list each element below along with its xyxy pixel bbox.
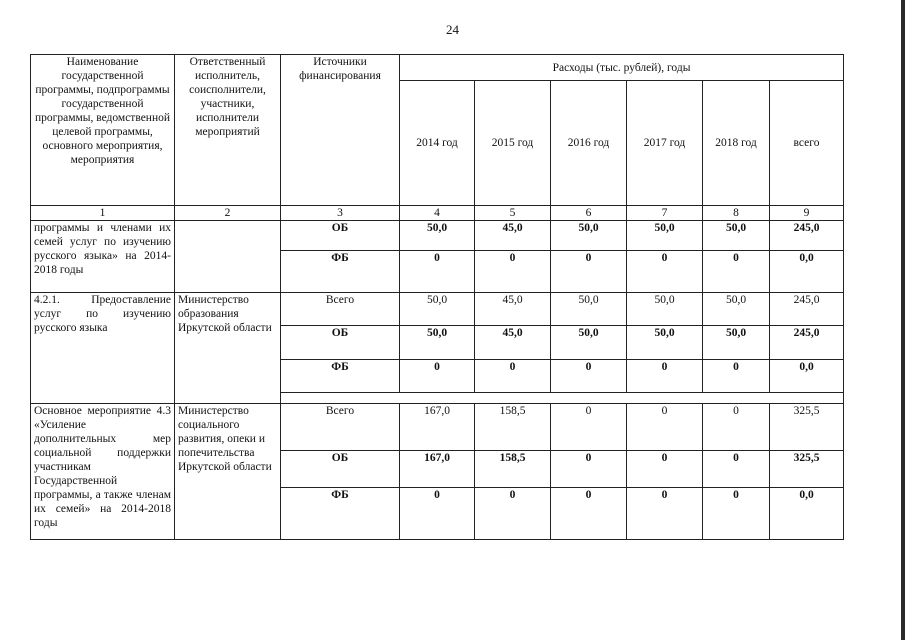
header-year-2015: 2015 год	[475, 81, 551, 206]
value-cell: 0	[627, 451, 703, 488]
value-cell: 50,0	[703, 293, 770, 326]
value-cell: 0	[551, 360, 627, 393]
value-cell: 0	[475, 251, 551, 293]
value-cell: 50,0	[627, 326, 703, 360]
value-cell: 45,0	[475, 221, 551, 251]
index-cell: 6	[551, 206, 627, 221]
value-cell: 0	[551, 488, 627, 540]
executor-cell: Министерство образования Иркутской области	[175, 293, 281, 404]
source-cell: Всего	[281, 293, 400, 326]
value-cell: 50,0	[627, 293, 703, 326]
source-cell: ОБ	[281, 326, 400, 360]
index-cell: 3	[281, 206, 400, 221]
value-cell: 50,0	[551, 326, 627, 360]
value-cell: 0	[627, 404, 703, 451]
value-cell: 50,0	[627, 221, 703, 251]
value-cell: 0	[400, 251, 475, 293]
value-cell: 45,0	[475, 326, 551, 360]
header-year-2014: 2014 год	[400, 81, 475, 206]
header-year-2018: 2018 год	[703, 81, 770, 206]
header-row-1	[31, 55, 844, 81]
executor-cell	[175, 221, 281, 293]
index-cell: 1	[31, 206, 175, 221]
header-executor-cell: Ответственный исполнитель, соисполнители, участники, исполнители мероприятий	[175, 55, 281, 206]
value-cell: 0	[627, 488, 703, 540]
source-cell: ФБ	[281, 488, 400, 540]
value-cell: 50,0	[400, 326, 475, 360]
source-cell: ФБ	[281, 251, 400, 293]
value-cell: 325,5	[770, 451, 844, 488]
column-index-row	[31, 206, 844, 221]
value-cell: 0,0	[770, 360, 844, 393]
value-cell: 0	[551, 251, 627, 293]
value-cell: 50,0	[400, 221, 475, 251]
value-cell: 45,0	[475, 293, 551, 326]
value-cell: 158,5	[475, 404, 551, 451]
value-cell: 0	[551, 404, 627, 451]
table-row	[31, 404, 844, 451]
value-cell: 0	[703, 488, 770, 540]
value-cell: 245,0	[770, 293, 844, 326]
value-cell: 50,0	[400, 293, 475, 326]
value-cell: 0	[551, 451, 627, 488]
program-name-cell: Основное мероприятие 4.3 «Усиление дополнительных мер социальной поддержки участникам Государственной программы, а также членам их семей» на 2014-2018 годы	[31, 404, 175, 540]
value-cell: 0	[475, 360, 551, 393]
scan-edge-shadow	[901, 0, 905, 640]
header-total: всего	[770, 81, 844, 206]
value-cell: 245,0	[770, 221, 844, 251]
value-cell: 0	[703, 451, 770, 488]
index-cell: 9	[770, 206, 844, 221]
empty-cell	[281, 393, 844, 404]
value-cell: 158,5	[475, 451, 551, 488]
source-cell: ОБ	[281, 221, 400, 251]
value-cell: 50,0	[703, 221, 770, 251]
value-cell: 0	[400, 488, 475, 540]
value-cell: 0	[627, 360, 703, 393]
value-cell: 0	[475, 488, 551, 540]
value-cell: 0	[400, 360, 475, 393]
value-cell: 0,0	[770, 251, 844, 293]
value-cell: 50,0	[551, 221, 627, 251]
index-cell: 8	[703, 206, 770, 221]
header-expenses-cell: Расходы (тыс. рублей), годы	[400, 55, 844, 81]
page-number: 24	[446, 22, 459, 37]
value-cell: 50,0	[551, 293, 627, 326]
value-cell: 0	[627, 251, 703, 293]
index-cell: 2	[175, 206, 281, 221]
value-cell: 50,0	[703, 326, 770, 360]
table-row	[31, 221, 844, 251]
source-cell: Всего	[281, 404, 400, 451]
header-name-cell: Наименование государственной программы, подпрограммы государственной программы, ведомственной целевой программы, основного мероприятия, мероприятия	[31, 55, 175, 206]
header-year-2016: 2016 год	[551, 81, 627, 206]
index-cell: 7	[627, 206, 703, 221]
program-name-cell: 4.2.1. Предоставление услуг по изучению русского языка	[31, 293, 175, 404]
source-cell: ОБ	[281, 451, 400, 488]
source-cell: ФБ	[281, 360, 400, 393]
value-cell: 167,0	[400, 404, 475, 451]
value-cell: 325,5	[770, 404, 844, 451]
executor-cell: Министерство социального развития, опеки и попечительства Иркутской области	[175, 404, 281, 540]
value-cell: 0,0	[770, 488, 844, 540]
program-name-cell: программы и членами их семей услуг по изучению русского языка» на 2014-2018 годы	[31, 221, 175, 293]
table-row	[31, 293, 844, 326]
index-cell: 4	[400, 206, 475, 221]
value-cell: 0	[703, 360, 770, 393]
header-source-cell: Источники финансирования	[281, 55, 400, 206]
index-cell: 5	[475, 206, 551, 221]
value-cell: 0	[703, 251, 770, 293]
value-cell: 167,0	[400, 451, 475, 488]
value-cell: 0	[703, 404, 770, 451]
header-year-2017: 2017 год	[627, 81, 703, 206]
budget-table	[30, 54, 844, 540]
value-cell: 245,0	[770, 326, 844, 360]
